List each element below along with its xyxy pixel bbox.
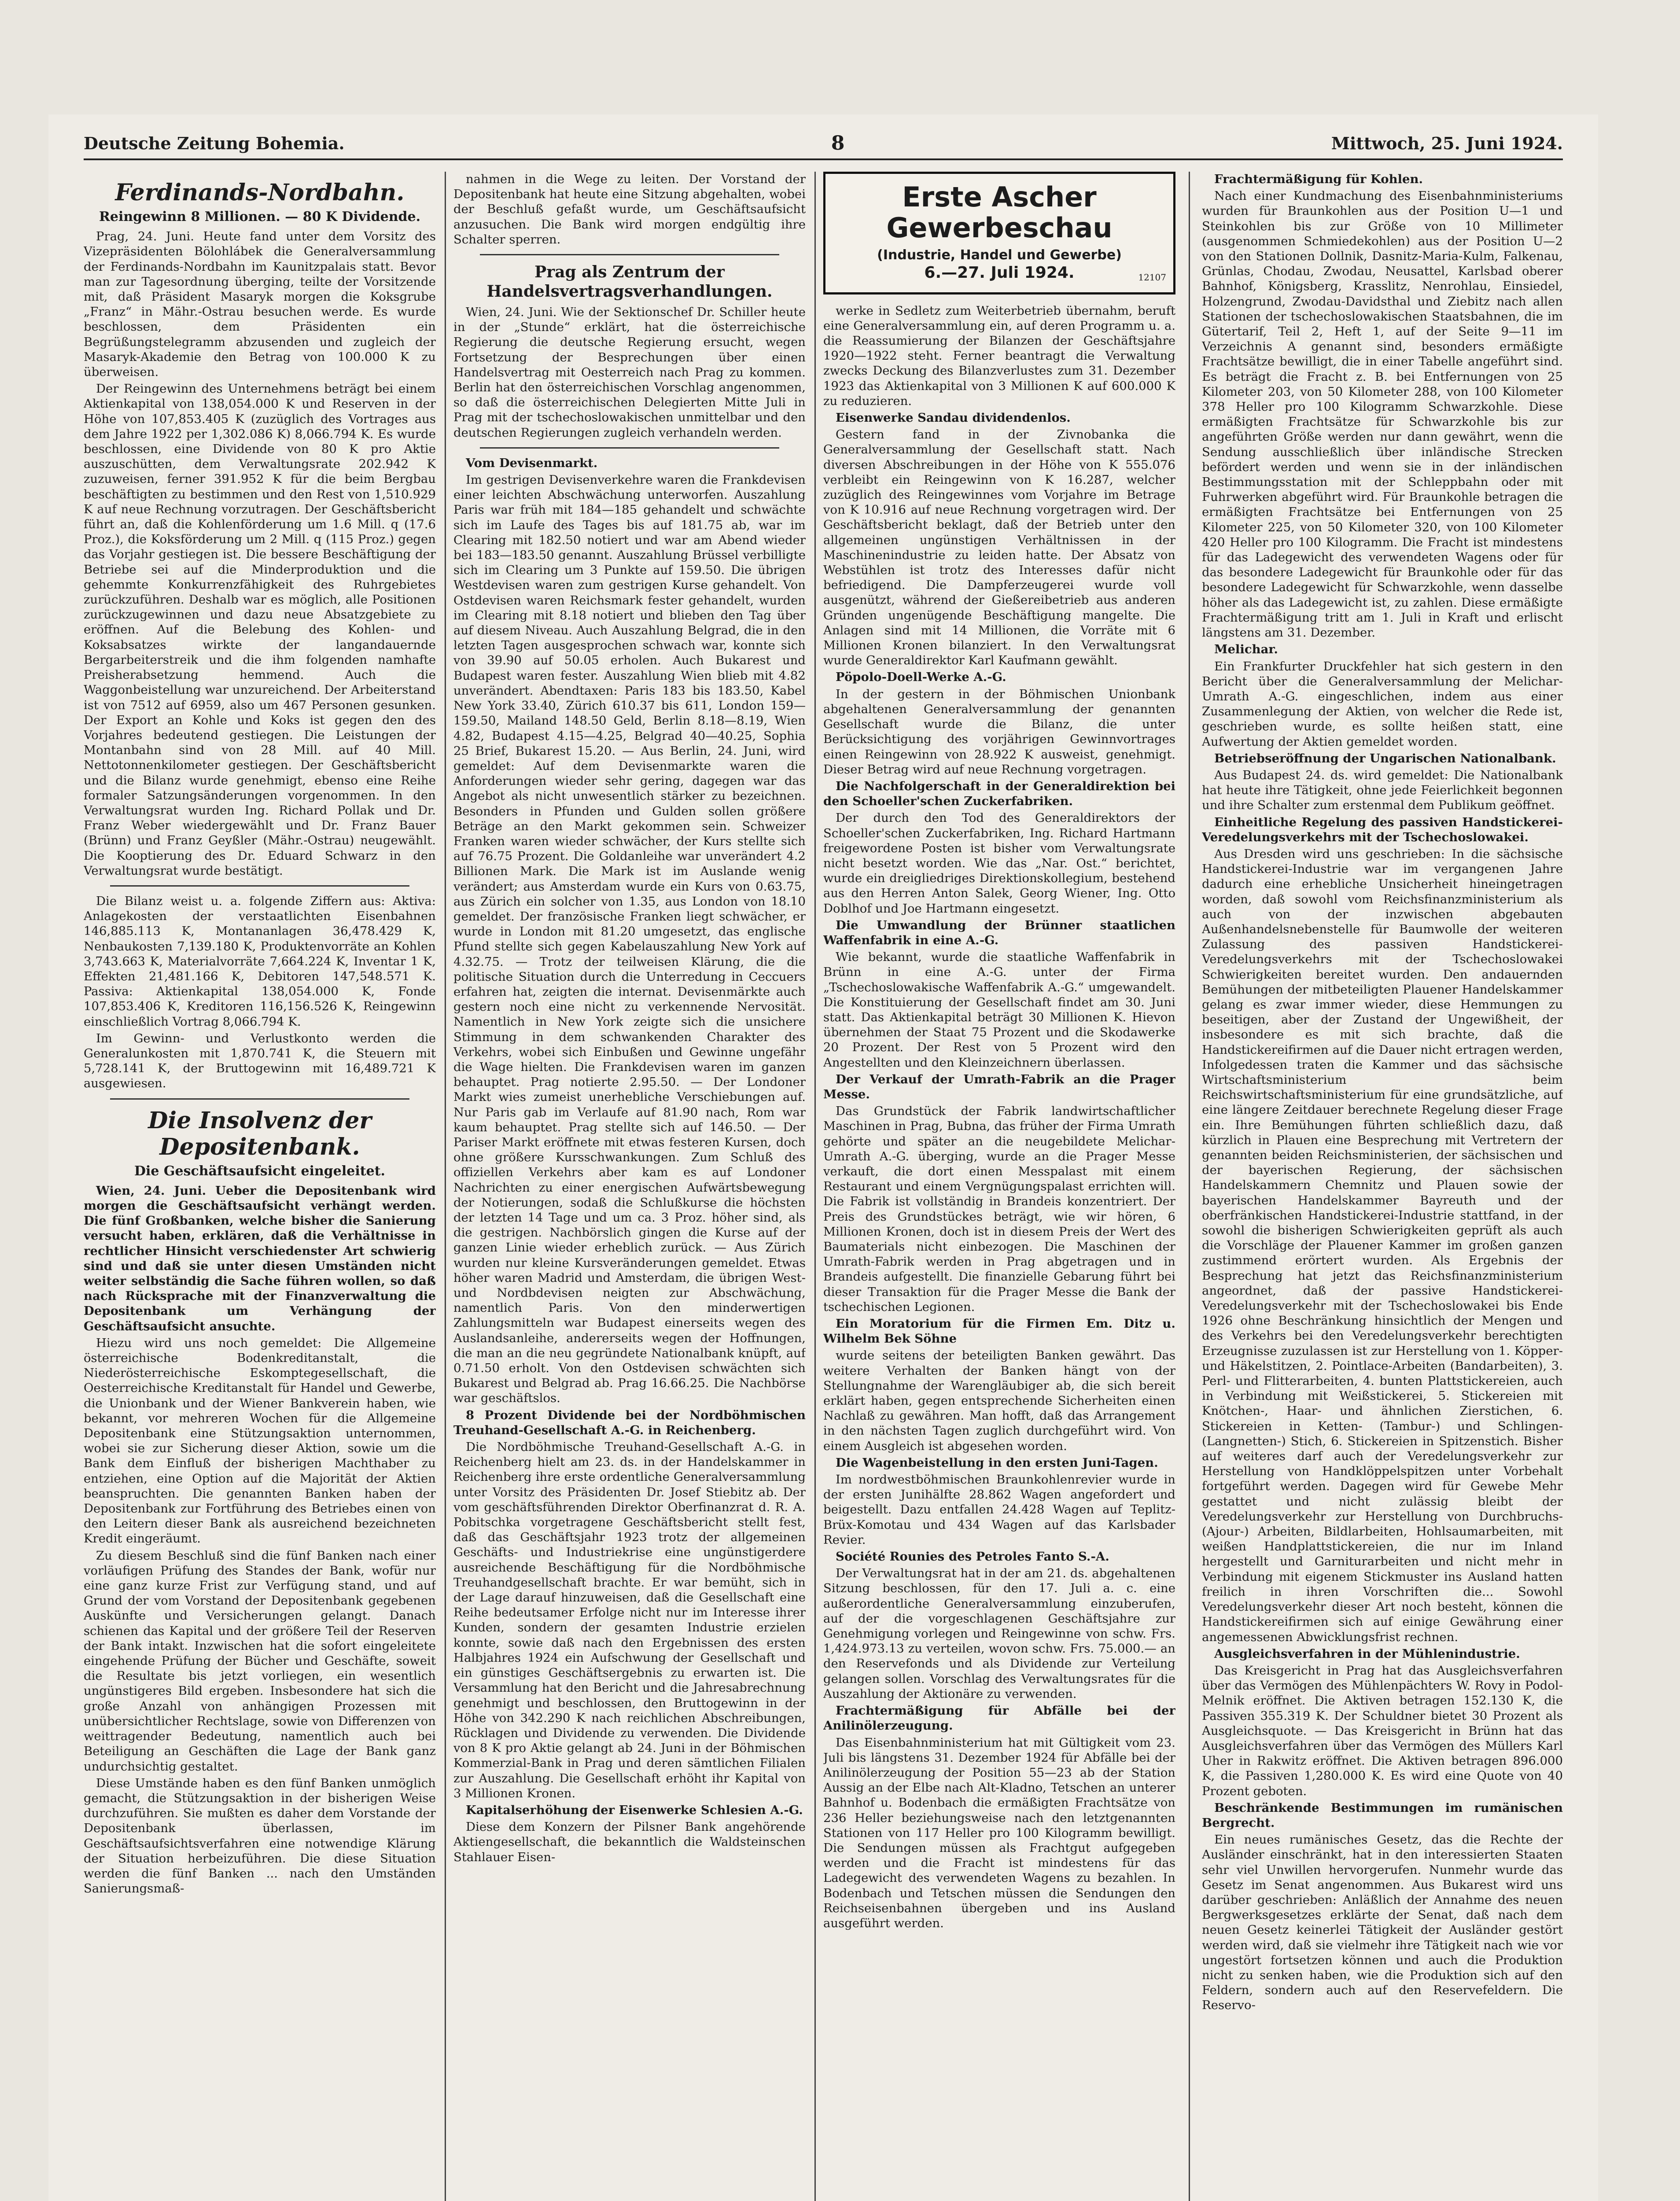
article-paragraph: Gestern fand in der Zivnobanka die Generalversammlung der Gesellschaft statt. Nach diversen Abschreibungen in der Höhe von K 555.076 verbleibt ein Reingewinn von K 16.287, welcher zuzüglich des Reingewinnes vom Vorjahre im Betrage von K 10.916 auf neue Rechnung vorgetragen wird. Der Geschäftsbericht beklagt, daß der Betrieb unter den allgemeinen ungünstigen Verhältnissen in der Maschinenindustrie zu leiden hatte. Der Absatz von Webstühlen ist trotz des Interesses dafür nicht befriedigend. Die Dampferzeugerei wurde voll ausgenützt, während der Gießereibetrieb aus anderen Gründen ungenügende Beschäftigung mangelte. Die Anlagen sind mit 14 Millionen, die Vorräte mit 6 Millionen Kronen bilanziert. In den Verwaltungsrat wurde Generaldirektor Karl Kaufmann gewählt. — [823, 427, 1175, 668]
section-heading: Melichar. — [1214, 642, 1278, 657]
section-heading: Ein Moratorium für die Firmen Em. Ditz u. Wilhelm Bek Söhne — [823, 1317, 1175, 1346]
section-heading: Ausgleichsverfahren in der Mühlenindustrie. — [1214, 1646, 1520, 1661]
article-paragraph: Aus Dresden wird uns geschrieben: In die sächsische Handstickerei-Industrie war im vergangenen Jahre dadurch eine erhebliche Unsicherheit hineingetragen worden, daß sowohl vom Reichsfinanzministerium als auch von der inzwischen abgebauten Außenhandelsnebenstelle für Baumwolle der weiteren Zulassung des passiven Handstickerei-Veredelungsverkehrs mit der Tschechoslowakei Schwierigkeiten bereitet wurden. Den andauernden Bemühungen der mitbeteiligten Plauener Handelskammer gelang es zwar immer wieder, diese Hemmungen zu beseitigen, aber der Zustand der Ungewißheit, der insbesondere es mit sich brachte, daß die Handstickereifirmen auf die Dauer nicht ertragen werden, Infolgedessen traten die Kammer und das sächsische Wirtschaftsministerium beim Reichswirtschaftsministerium für eine grundsätzliche, auf eine längere Zeitdauer berechnete Regelung dieser Frage ein. Ihre Bemühungen führten schließlich dazu, daß kürzlich in Plauen eine Besprechung mit Vertretern der genannten beiden Reichsministerien, der sächsischen und der bayerischen Regierung, der sächsischen Handelskammern Chemnitz und Plauen sowie der bayerischen Handelskammer Bayreuth und der oberfränkischen Handstickerei-Industrie stattfand, in der sowohl die bisherigen Schwierigkeiten geprüft als auch die Vorschläge der Plauener Kammer im großen ganzen zustimmend erörtert wurden. Als Ergebnis der Besprechung hat jetzt das Reichsfinanzministerium angeordnet, daß der passive Handstickerei-Veredelungsverkehr mit der Tschechoslowakei bis Ende 1926 ohne Beschränkung hinsichtlich der Mengen und des Verkehrs bei den Veredelungsverkehr berechtigten Erzeugnisse zuzulassen ist zur Herstellung von 1. Köpper- und Häkelstitzen, 2. Pointlace-Arbeiten (Bandarbeiten), 3. Perl- und Flitterarbeiten, 4. bunten Plattstickereien, auch in Verbindung mit Weißstickerei, 5. Stickereien mit Knötchen-, Haar- und ähnlichen Zierstichen, 6. Stickereien in Ketten- (Tambur-) und Schlingen- (Langnetten-) Stich, 6. Stickereien in Spitzenstich. Bisher auf weiteres darf auch der Veredelungsverkehr zur Herstellung von Handklöppelspitzen unter Vorbehalt fortgeführt werden. Dagegen wird für Gewebe Mehr gestattet und nicht zulässig bleibt der Veredelungsverkehr zur Herstellung von Durchbruchs- (Ajour-) Arbeiten, Bildlarbeiten, Hohlsaumarbeiten, mit weißen Handplattstickereien, die nur im Inland hergestellt und Garniturarbeiten und nicht mehr in Verbindung mit eigenem Stickmuster ins Ausland hatten freilich in ihren Vorschriften die... Sowohl Veredelungsverkehr dieser Art noch besteht, können die Handstickereifirmen sich auf einige Gewährung einer angemessenen Abwicklungsfrist rechnen. — [1202, 847, 1563, 1644]
section-heading: Die Nachfolgerschaft in der Generaldirektion bei den Schoeller'schen Zuckerfabriken. — [823, 779, 1175, 809]
masthead-title: Deutsche Zeitung Bohemia. — [84, 133, 345, 153]
article-title: Ferdinands-Nordbahn. — [115, 179, 405, 206]
article-paragraph: Im nordwestböhmischen Braunkohlenrevier wurde in der ersten Junihälfte 28.862 Wagen angefordert und beigestellt. Dazu entfallen 24.428 Wagen auf Teplitz-Brüx-Komotau und 434 Wagen auf das Karlsbader Revier. — [823, 1472, 1175, 1547]
section-heading: Vom Devisenmarkt. — [466, 456, 598, 470]
article-paragraph: Im Gewinn- und Verlustkonto werden die Generalunkosten mit 1,870.741 K, die Steuern mit 5,728.141 K, der Bruttogewinn mit 16,489.721 K ausgewiesen. — [84, 1031, 436, 1091]
section-heading: Société Rounies des Petroles Fanto S.-A. — [836, 1550, 1109, 1564]
column-1 — [84, 172, 436, 2201]
article-paragraph: Das Kreisgericht in Prag hat das Ausgleichsverfahren über das Vermögen des Mühlenpächters W. Rovy in Podol-Melnik eröffnet. Die Aktiven betragen 152.130 K, die Passiven 355.319 K. Der Schuldner bietet 30 Prozent als Ausgleichsquote. — Das Kreisgericht in Brünn hat das Ausgleichsverfahren über das Vermögen des Müllers Karl Uher in Rakwitz eröffnet. Die Aktiven betragen 896.000 K, die Passiven 1,280.000 K. Es wird eine Quote von 40 Prozent geboten. — [1202, 1663, 1563, 1798]
article-paragraph: Diese Umstände haben es den fünf Banken unmöglich gemacht, die Stützungsaktion in der bisherigen Weise durchzuführen. Sie mußten es daher dem Vorstande der Depositenbank überlassen, im Geschäftsaufsichtsverfahren eine notwendige Klärung der Situation herbeizuführen. Die diese Situation werden die fünf Banken ... nach den Umständen Sanierungsmaß- — [84, 1776, 436, 1896]
article-title: Prag als Zentrum der Handelsvertragsverhandlungen. — [486, 263, 773, 301]
article-paragraph: Die Nordböhmische Treuhand-Gesellschaft A.-G. in Reichenberg hielt am 23. ds. in der Handelskammer in Reichenberg ihre erste ordentliche Generalversammlung unter Vorsitz des Präsidenten Dr. Josef Stiebitz ab. Der vom geschäftsführenden Direktor Oberfinanzrat d. R. A. Pobitschka vorgetragene Geschäftsbericht stellt fest, daß das Geschäftsjahr 1923 trotz der allgemeinen Geschäfts- und Industriekrise eine ungünstigerdere ausreichende Beschäftigung für die Nordböhmische Treuhandgesellschaft brachte. Er war bemüht, sich in der Lage darauf hinzuweisen, daß die Gesellschaft eine Reihe bedeutsamer Erfolge nicht nur im Interesse ihrer Kunden, sondern der gesamten Industrie erzielen konnte, sowie daß nach den Ergebnissen des ersten Halbjahres 1924 ein Aufschwung der Gesellschaft und ein günstiges Geschäftsergebnis zu erwarten ist. Die Versammlung hat den Bericht und die Jahresabrechnung genehmigt und beschlossen, den Bruttogewinn in der Höhe von 342.290 K nach reichlichen Abschreibungen, Rücklagen und Dividende zu verwenden. Die Dividende von 8 K pro Aktie gelangt ab 24. Juni in der Böhmischen Kommerzial-Bank in Prag und deren sämtlichen Filialen zur Auszahlung. Die Gesellschaft erhöht ihr Kapital von 3 Millionen Kronen. — [453, 1440, 806, 1800]
advertisement-box — [823, 172, 1175, 294]
section-heading: Frachtermäßigung für Kohlen. — [1214, 172, 1423, 186]
issue-date: Mittwoch, 25. Juni 1924. — [1331, 133, 1563, 153]
article-paragraph: Wie bekannt, wurde die staatliche Waffenfabrik in Brünn in eine A.-G. unter der Firma „Tschechoslowakische Waffenfabrik A.-G.“ umgewandelt. Die Konstituierung der Gesellschaft findet am 30. Juni statt. Das Aktienkapital beträgt 30 Millionen K. Hievon übernehmen der Staat 75 Prozent und die Skodawerke 20 Prozent. Der Rest von 5 Prozent wird den Angestellten und den Kleinzeichnern überlassen. — [823, 950, 1175, 1070]
article-paragraph: Aus Budapest 24. ds. wird gemeldet: Die Nationalbank hat heute ihre Tätigkeit, ohne jede Feierlichkeit begonnen und ihre Schalter zum erstenmal dem Publikum geöffnet. — [1202, 768, 1563, 813]
article-paragraph: Ein neues rumänisches Gesetz, das die Rechte der Ausländer einschränkt, hat in den interessierten Staaten sehr viel Unwillen hervorgerufen. Nunmehr wurde das Gesetz im Senat angenommen. Aus Bukarest wird uns darüber geschrieben: Anläßlich der Annahme des neuen Bergwerksgesetzes erklärte der Senat, daß nach dem neuen Gesetz keinerlei Tätigkeit der Ausländer gestört werden wird, daß sie vielmehr ihre Tätigkeit nach wie vor ungestört fortsetzen können und auch die Produktion nicht zu senken haben, wie die Produktion sich auf den Feldern, sondern auch auf den Reservefeldern. Die Reservo- — [1202, 1833, 1563, 2013]
divider — [110, 885, 409, 887]
section-heading: 8 Prozent Dividende bei der Nordböhmischen Treuhand-Gesellschaft A.-G. in Reichenberg. — [453, 1408, 806, 1437]
section-heading: Der Verkauf der Umrath-Fabrik an die Prager Messe. — [823, 1072, 1175, 1101]
article-paragraph: Der Verwaltungsrat hat in der am 21. ds. abgehaltenen Sitzung beschlossen, für den 17. Juli a. c. eine außerordentliche Generalversammlung einzuberufen, auf der die vorgeschlagenen Geschäftsjahre zur Genehmigung vorlegen und Reingewinne von schw. Frs. 1,424.973.13 zu verteilen, wovon schw. Frs. 75.000.— an den Reservefonds und als Dividende zur Verteilung gelangen sollen. Vorschlag des Verwaltungsrates für die Auszahlung der Aktionäre zu verwenden. — [823, 1566, 1175, 1701]
page-header — [84, 128, 1563, 160]
article-paragraph: Der Reingewinn des Unternehmens beträgt bei einem Aktienkapital von 138,054.000 K und Reserven in der Höhe von 107,853.405 K (zuzüglich des Vortrages aus dem Jahre 1922 per 1,302.086 K) 8,066.794 K. Es wurde beschlossen, eine Dividende von 80 K pro Aktie auszuschütten, dem Verwaltungsrate 202.942 K zuzuweisen, ferner 391.952 K für die beim Bergbau beschäftigten zu bestimmen und den Rest von 1,510.929 K auf neue Rechnung vorzutragen. Der Geschäftsbericht führt an, daß die Kohlenförderung um 1.6 Mill. q (17.6 Proz.), die Koksförderung um 2 Mill. q (115 Proz.) gegen das Vorjahr gestiegen ist. Die bessere Beschäftigung der Betriebe sei auf die Minderproduktion und die gehemmte Konkurrenzfähigkeit des Ruhrgebietes zurückzuführen. Deshalb war es möglich, alle Positionen zurückzugewinnen und dazu neue Absatzgebiete zu eröffnen. Auf die Belebung des Kohlen- und Koksabsatzes wirkte der langandauernde Bergarbeiterstreik und die ihm folgenden namhafte Preisherabsetzung hemmend. Auch die Waggonbeistellung war unzureichend. Der Arbeiterstand ist von 7512 auf 6959, also um 467 Personen gesunken. Der Export an Kohle und Koks ist gegen den des Vorjahres bedeutend gestiegen. Die Leistungen der Montanbahn sind von 28 Mill. auf 40 Mill. Nettotonnenkilometer gestiegen. Der Geschäftsbericht und die Bilanz wurde genehmigt, ebenso eine Reihe formaler Satzungsänderungen vorgenommen. In den Verwaltungsrat wurden Ing. Richard Pollak und Dr. Franz Weber wiedergewählt und Dr. Franz Bauer (Brünn) und Franz Geyßler (Mähr.-Ostrau) neugewählt. Die Kooptierung des Dr. Eduard Schwarz in den Verwaltungsrat wurde bestätigt. — [84, 382, 436, 878]
divider — [480, 447, 779, 449]
column-2 — [453, 172, 806, 2201]
article-paragraph: Wien, 24. Juni. Ueber die Depositenbank wird morgen die Geschäftsaufsicht verhängt werden. Die fünf Großbanken, welche bisher die Sanierung versucht haben, erklären, daß die Verhältnisse in rechtlicher Hinsicht verschiedenster Art schwierig sind und daß sie unter diesen Umständen nicht weiter selbständig die Sache führen wollen, so daß nach Rücksprache mit der Finanzverwaltung die Depositenbank um Verhängung der Geschäftsaufsicht ansuchte. — [84, 1183, 436, 1333]
article-paragraph: wurde seitens der beteiligten Banken gewährt. Das weitere Verhalten der Banken hängt von der Stellungnahme der Warengläubiger ab, die sich bereit erklärt haben, gegen entsprechende Sicherheiten einen Nachlaß zu gewähren. Man hofft, daß das Arrangement in den nächsten Tagen zuglich durchgeführt wird. Von einem Ausgleich ist abgesehen worden. — [823, 1348, 1175, 1453]
column-3 — [823, 172, 1175, 2201]
article-title: Die Insolvenz der Depositenbank. — [148, 1107, 372, 1160]
ad-number: 12107 — [1138, 272, 1166, 283]
article-columns — [84, 172, 1563, 2201]
column-rule — [445, 172, 446, 2201]
section-heading: Pöpolo-Doell-Werke A.-G. — [836, 670, 1006, 685]
column-4 — [1202, 172, 1563, 2201]
article-paragraph: Diese dem Konzern der Pilsner Bank angehörende Aktiengesellschaft, die bekanntlich die Waldsteinschen Stahlauer Eisen- — [453, 1820, 806, 1864]
section-heading: Kapitalserhöhung der Eisenwerke Schlesien A.-G. — [466, 1803, 803, 1817]
ad-subtitle: (Industrie, Handel und Gewerbe) — [877, 247, 1122, 263]
article-paragraph: Prag, 24. Juni. Heute fand unter dem Vorsitz des Vizepräsidenten Bölohlábek die Generalversammlung der Ferdinands-Nordbahn im Kaunitzpalais statt. Bevor man zur Tagesordnung überging, teilte der Vorsitzende mit, daß Präsident Masaryk morgen die Koksgrube „Franz“ in Mähr.-Ostrau besuchen werde. Es wurde beschlossen, dem Präsidenten ein Begrüßungstelegramm abzusenden und zugleich der Masaryk-Akademie den Betrag von 100.000 K zu überweisen. — [84, 229, 436, 379]
section-heading: Einheitliche Regelung des passiven Handstickerei-Veredelungsverkehrs mit der Tschechoslowakei. — [1202, 815, 1563, 844]
article-paragraph: werke in Sedletz zum Weiterbetrieb übernahm, beruft eine Generalversammlung ein, auf deren Programm u. a. die Reassumierung der Bilanzen der Geschäftsjahre 1920—1922 steht. Ferner beantragt die Verwaltung zwecks Deckung des Bilanzverlustes zum 31. Dezember 1923 das Aktienkapital von 3 Millionen K auf 600.000 K zu reduzieren. — [823, 303, 1175, 408]
article-paragraph: Die Bilanz weist u. a. folgende Ziffern aus: Aktiva: Anlagekosten der verstaatlichten Eisenbahnen 146,885.113 K, Montananlagen 36,478.429 K, Nenbaukosten 7,139.180 K, Produktenvorräte an Kohlen 3,743.663 K, Materialvorräte 7,664.224 K, Inventar 1 K, Effekten 21,481.166 K, Debitoren 147,548.571 K. Passiva: Aktienkapital 138,054.000 K, Fonde 107,853.406 K, Kreditoren 116,156.526 K, Reingewinn einschließlich Vortrag 8,066.794 K. — [84, 894, 436, 1029]
article-paragraph: nahmen in die Wege zu leiten. Der Vorstand der Depositenbank hat heute eine Sitzung abgehalten, wobei der Beschluß gefaßt wurde, um Geschäftsaufsicht anzusuchen. Die Bank wird morgen endgültig ihre Schalter sperren. — [453, 172, 806, 247]
section-heading: Frachtermäßigung für Abfälle bei der Anilinölerzeugung. — [823, 1704, 1175, 1733]
article-paragraph: Hiezu wird uns noch gemeldet: Die Allgemeine österreichische Bodenkreditanstalt, die Niederösterreichische Eskomptegesellschaft, die Oesterreichische Kreditanstalt für Handel und Gewerbe, die Unionbank und der Wiener Bankverein haben, wie bekannt, vor mehreren Wochen für die Allgemeine Depositenbank eine Stützungsaktion unternommen, wobei sie zur Sicherung dieser Aktion, sowie um die Bank dem Einfluß der bisherigen Machthaber zu entziehen, eine Option auf die Majorität der Aktien beanspruchten. Die genannten Banken haben der Depositenbank zur Fortführung des Betriebes einen von den Leitern dieser Bank als ausreichend bezeichneten Kredit eingeräumt. — [84, 1336, 436, 1546]
section-heading: Eisenwerke Sandau dividendenlos. — [836, 411, 1071, 425]
article-paragraph: Der durch den Tod des Generaldirektors der Schoeller'schen Zuckerfabriken, Ing. Richard Hartmann freigewordene Posten ist bisher vom Verwaltungsrate nicht besetzt worden. Wie das „Nar. Ost.“ berichtet, wurde ein dreigliedriges Direktionskollegium, bestehend aus den Herren Anton Salek, Georg Wiener, Ing. Otto Doblhof und Joe Hartmann eingesetzt. — [823, 811, 1175, 916]
article-subtitle: Reingewinn 8 Millionen. — 80 K Dividende. — [99, 209, 421, 225]
column-rule — [814, 172, 816, 2201]
article-paragraph: Das Grundstück der Fabrik landwirtschaftlicher Maschinen in Prag, Bubna, das früher der Firma Umrath gehörte und später an die neugebildete Melichar-Umrath A.-G. überging, wurde an die Prager Messe verkauft, die dort einen Messpalast mit einem Restaurant und einem Vergnügungspalast errichten will. Die Fabrik ist vollständig in Brandeis konzentriert. Der Preis des Grundstückes beträgt, wie wir hören, 6 Millionen Kronen, doch ist in diesem Preis der Wert des Baumaterials nicht einbezogen. Die Maschinen der Umrath-Fabrik werden in Prag abgetragen und in Brandeis aufgestellt. Die finanzielle Gebarung führt bei dieser Transaktion für die Prager Messe die Bank der tschechischen Legionen. — [823, 1104, 1175, 1314]
section-heading: Die Wagenbeistellung in den ersten Juni-Tagen. — [836, 1455, 1158, 1470]
page-number: 8 — [831, 132, 845, 155]
article-paragraph: Wien, 24. Juni. Wie der Sektionschef Dr. Schiller heute in der „Stunde“ erklärt, hat die österreichische Regierung die deutsche Regierung ersucht, wegen Fortsetzung der Besprechungen über einen Handelsvertrag mit Oesterreich nach Prag zu kommen. Berlin hat den österreichischen Vorschlag angenommen, so daß die österreichischen Delegierten Mitte Juli in Prag mit der tschechoslowakischen unmittelbar und den deutschen Regierungen zugleich verhandeln werden. — [453, 305, 806, 440]
section-heading: Beschränkende Bestimmungen im rumänischen Bergrecht. — [1202, 1800, 1563, 1830]
article-paragraph: Ein Frankfurter Druckfehler hat sich gestern in den Bericht über die Generalversammlung der Melichar-Umrath A.-G. eingeschlichen, indem aus einer Zusammenlegung der Aktien, von welcher die Rede ist, geschrieben wurde, es sollte heißen statt, eine Aufwertung der Aktien gemeldet worden. — [1202, 659, 1563, 749]
article-paragraph: Im gestrigen Devisenverkehre waren die Frankdevisen einer leichten Abschwächung unterworfen. Auszahlung Paris war früh mit 184—185 gehandelt und schwächte sich im Laufe des Tages bis auf 181.75 ab, war im Clearing mit 182.50 notiert und war am Abend wieder bei 183—183.50 genannt. Auszahlung Brüssel verbilligte sich im Clearing um 3 Punkte auf 159.50. Die übrigen Westdevisen waren zum gestrigen Kurse gehandelt. Von Ostdevisen waren Reichsmark fester gehandelt, wurden im Clearing mit 8.18 notiert und blieben den Tag über auf diesem Niveau. Auch Auszahlung Belgrad, die in den letzten Tagen ausgesprochen schwach war, konnte sich von 39.90 auf 50.05 erholen. Auch Bukarest und Budapest waren fester. Auszahlung Wien blieb mit 4.82 unverändert. Abendtaxen: Paris 183 bis 183.50, Kabel New York 33.40, Zürich 610.37 bis 611, London 159—159.50, Mailand 148.50 Geld, Berlin 8.18—8.19, Wien 4.82, Budapest 4.15—4.25, Belgrad 40—40.25, Sophia 25 Brief, Bukarest 15.20. — Aus Berlin, 24. Juni, wird gemeldet: Auf dem Devisenmarkte waren die Anforderungen wieder sehr gering, dagegen war das Angebot als nicht unwesentlich stärker zu bezeichnen. Besonders in Pfunden und Gulden sollen größere Beträge an den Markt gekommen sein. Schweizer Franken waren wieder schwächer, der Kurs stellte sich auf 76.75 Prozent. Die Goldanleihe war unverändert 4.2 Billionen Mark. Die Mark ist im Auslande wenig verändert; aus Amsterdam wurde ein Kurs von 0.63.75, aus Zürich ein solcher von 1.35, aus London von 18.10 gemeldet. Der französische Franken liegt schwächer, er wurde in London mit 81.20 umgesetzt, das englische Pfund stellte sich gegen Kabelauszahlung New York auf 4.32.75. — Trotz der teilweisen Klärung, die die politische Situation durch die Unterredung in Ceccuers erfahren hat, zeigten die internat. Devisenmärkte auch gestern noch eine nicht zu verkennende Nervosität. Namentlich in New York zeigte sich die unsichere Stimmung in dem schwankenden Charakter des Verkehrs, wobei sich Einbußen und Gewinne ungefähr die Wage hielten. Die Frankdevisen waren im ganzen behauptet. Prag notierte 2.95.50. — Der Londoner Markt wies zumeist unerhebliche Verschiebungen auf. Nur Paris gab im Verlaufe auf 81.90 nach, Rom war kaum behauptet. Prag stellte sich auf 146.50. — Der Pariser Markt eröffnete mit etwas festeren Kursen, doch ohne größere Kursschwankungen. Zum Schluß des offiziellen Verkehrs aber kam es auf Londoner Nachrichten zu einer energischen Aufwärtsbewegung der Notierungen, sodaß die Schlußkurse die höchsten der letzten 14 Tage und um ca. 3 Proz. höher sind, als die gestrigen. Nachbörslich gingen die Kurse auf der ganzen Linie wieder erheblich zurück. — Aus Zürich wurden nur kleine Kursveränderungen gemeldet. Etwas höher waren Madrid und Amsterdam, die übrigen West- und Nordbdevisen neigten zur Abschwächung, namentlich Paris. Von den minderwertigen Zahlungsmitteln war Budapest einerseits wegen des Auslandsanleihe, andererseits wegen der Hoffnungen, die man an die neu gegründete Nationalbank knüpft, auf 0.71.50 erholt. Von den Ostdevisen schwächten sich Bukarest und Belgrad ab. Prag 16.66.25. Die Nachbörse war geschäftslos. — [453, 473, 806, 1406]
article-paragraph: Nach einer Kundmachung des Eisenbahnministeriums wurden für Braunkohlen aus der Position U—1 und Steinkohlen bis zur Größe von 10 Millimeter (ausgenommen Schmiedekohlen) aus der Position U—2 von den Stationen Dollnik, Dasnitz-Maria-Kulm, Falkenau, Grünlas, Chodau, Zwodau, Neusattel, Karlsbad oberer Bahnhof, Königsberg, Krasslitz, Nenrohlau, Einsiedel, Holzengrund, Zwodau-Davidsthal und Ziebitz nach allen Stationen der tschechoslowakischen Staatsbahnen, die im Gütertarif, Teil 2, Heft 1, auf der Seite 9—11 im Verzeichnis A genannt sind, besonders ermäßigte Frachtsätze bewilligt, die in einer Tabelle angeführt sind. Es beträgt die Fracht z. B. bei Entfernungen von 25 Kilometer 203, von 50 Kilometer 288, von 100 Kilometer 378 Heller pro 100 Kilogramm Schwarzkohle. Diese ermäßigten Frachtsätze für Schwarzkohle bis zur angeführten Größe werden nur dann gewährt, wenn die Sendung ausschließlich über inländische Strecken befördert werden und wenn sie in der inländischen Bestimmungsstation mit der Schleppbahn oder mit Fuhrwerken abgeführt wird. Für Braunkohle betragen die ermäßigten Frachtsätze bei Entfernungen von 25 Kilometer 225, von 50 Kilometer 320, von 100 Kilometer 420 Heller pro 100 Kilogramm. Die Fracht ist mindestens für das Ladegewicht des verwendeten Wagens oder für das besondere Ladegewicht für Braunkohle oder für das besondere Ladegewicht für Schwarzkohle, wenn dasselbe höher als das Ladegewicht ist, zu zahlen. Diese ermäßigte Frachtermäßigung tritt am 1. Juli in Kraft und erlischt längstens am 31. Dezember. — [1202, 189, 1563, 640]
divider — [110, 1098, 409, 1100]
ad-title: Erste Ascher Gewerbeschau — [886, 181, 1113, 244]
article-paragraph: In der gestern in der Böhmischen Unionbank abgehaltenen Generalversammlung der genannten Gesellschaft wurde die Bilanz, die unter Berücksichtigung des vorjährigen Gewinnvortrages einen Reingewinn von 28.922 K ausweist, genehmigt. Dieser Betrag wird auf neue Rechnung vorgetragen. — [823, 687, 1175, 777]
section-heading: Die Umwandlung der Brünner staatlichen Waffenfabrik in eine A.-G. — [823, 918, 1175, 947]
section-heading: Betriebseröffnung der Ungarischen Nationalbank. — [1214, 751, 1556, 766]
ad-date: 6.—27. Juli 1924. — [924, 264, 1075, 282]
divider — [480, 254, 779, 255]
article-paragraph: Zu diesem Beschluß sind die fünf Banken nach einer vorläufigen Prüfung des Standes der Bank, wofür nur eine ganz kurze Frist zur Verfügung stand, und auf Grund der vom Vorstand der Depositenbank gegebenen Auskünfte und Versicherungen gelangt. Danach schienen das Kapital und der größere Teil der Reserven der Bank intakt. Inzwischen hat die sofort eingeleitete eingehende Prüfung der Bücher und Geschäfte, soweit die Resultate bis jetzt vorliegen, ein wesentlich ungünstigeres Bild ergeben. Insbesondere hat sich die große Anzahl von anhängigen Prozessen mit unübersichtlicher Rechtslage, sowie von Differenzen von weittragender Bedeutung, namentlich auch bei Beteiligung an Geschäften die Lage der Bank ganz undurchsichtig gestaltet. — [84, 1548, 436, 1774]
newspaper-page — [48, 114, 1598, 2201]
article-paragraph: Das Eisenbahnministerium hat mit Gültigkeit vom 23. Juli bis längstens 31. Dezember 1924 für Abfälle bei der Anilinölerzeugung der Position 55—23 ab der Station Aussig an der Elbe nach Alt-Kladno, Tetschen an unterer Bahnhof u. Bodenbach die ermäßigten Frachtsätze von 236 Heller beziehungsweise nach den letztgenannten Stationen von 117 Heller pro 100 Kilogramm bewilligt. Die Sendungen müssen als Frachtgut aufgegeben werden und die Fracht ist mindestens für das Ladegewicht des verwendeten Wagens zu bezahlen. In Bodenbach und Tetschen müssen die Sendungen den Reichseisenbahnen übergeben und ins Ausland ausgeführt werden. — [823, 1735, 1175, 1930]
column-rule — [1189, 172, 1190, 2201]
article-subtitle: Die Geschäftsaufsicht eingeleitet. — [134, 1163, 385, 1179]
